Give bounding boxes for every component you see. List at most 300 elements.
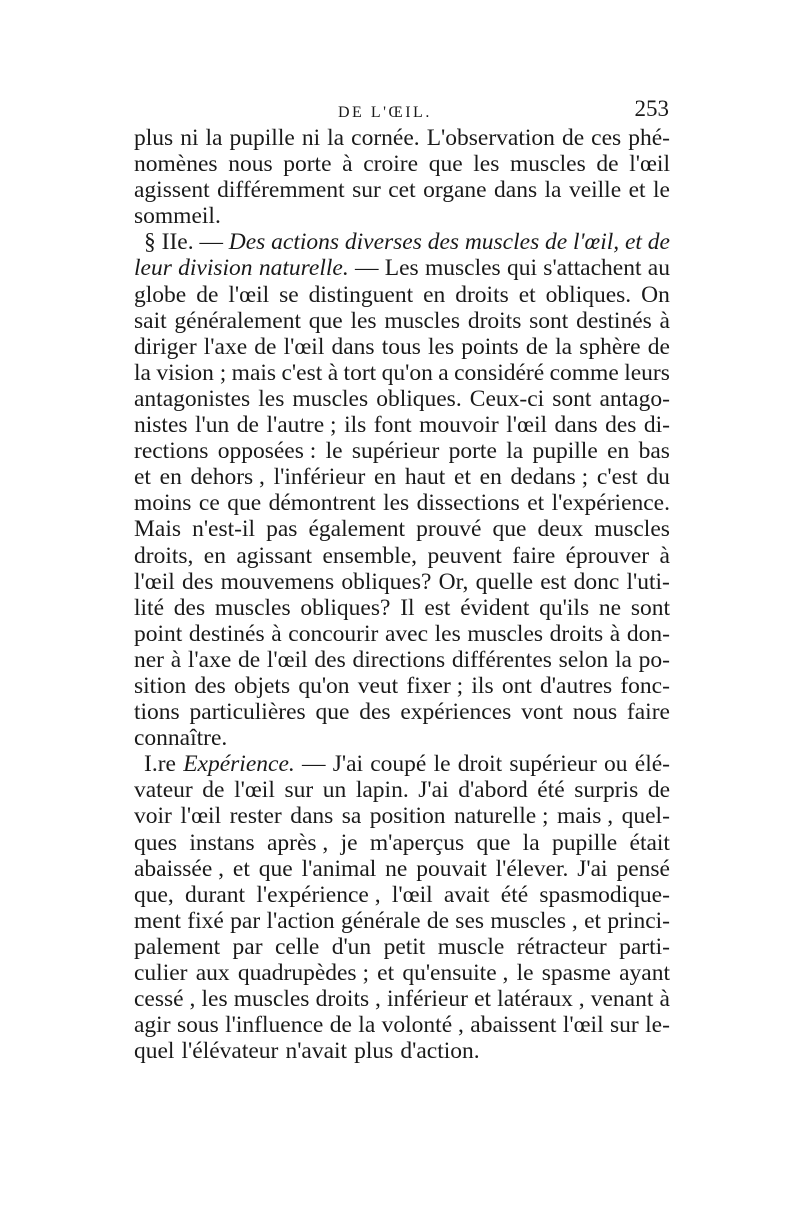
word: pas xyxy=(266,516,298,543)
word: dissections xyxy=(416,490,520,517)
word: éprouver xyxy=(565,542,650,569)
word: parti- xyxy=(619,933,670,960)
word: abaissent xyxy=(470,1012,557,1039)
word: je xyxy=(340,829,358,856)
word: à xyxy=(170,646,182,673)
word: et xyxy=(232,855,250,882)
text-line xyxy=(134,777,670,803)
word: le xyxy=(325,438,343,465)
word: démontrent xyxy=(268,490,376,517)
word: des xyxy=(427,229,460,256)
word: § IIe. — xyxy=(144,229,223,256)
word: latéraux , xyxy=(497,986,585,1013)
word: celle xyxy=(274,933,320,960)
word: les xyxy=(473,151,500,178)
word: deux xyxy=(537,516,584,543)
text-line xyxy=(134,986,670,1012)
word: donc xyxy=(573,568,620,595)
word: dans xyxy=(494,177,538,204)
word: ment xyxy=(134,907,181,934)
word: tort xyxy=(343,359,377,386)
word: pupille xyxy=(229,125,295,151)
word: diriger xyxy=(134,333,197,360)
word: la xyxy=(544,177,562,204)
word: directions xyxy=(352,646,446,673)
word: particulières xyxy=(189,699,306,726)
word: voir xyxy=(134,803,172,830)
word: mais xyxy=(231,359,277,386)
word: quadrupèdes ; xyxy=(237,960,369,986)
word: lapin. xyxy=(355,777,409,804)
word: de xyxy=(202,777,225,804)
word: qu'on xyxy=(298,672,350,699)
word: qui xyxy=(506,255,538,282)
word: opposées : xyxy=(217,438,317,465)
word: droits , xyxy=(315,986,381,1013)
word: l'œil xyxy=(228,281,270,308)
word: à xyxy=(659,986,670,1013)
word: venant xyxy=(590,986,654,1013)
word: en xyxy=(203,542,226,569)
word: surpris xyxy=(574,777,639,804)
word: ses xyxy=(455,907,485,934)
word: à xyxy=(609,620,621,647)
word: l'élever. xyxy=(495,855,569,882)
text-line xyxy=(134,725,670,751)
word: muscles xyxy=(233,986,310,1013)
word: vision ; xyxy=(156,359,227,386)
word: c'est xyxy=(596,464,638,491)
word: des xyxy=(359,699,391,726)
text-line xyxy=(134,543,670,569)
word: muscles xyxy=(292,385,369,412)
word: destinés xyxy=(188,620,265,647)
word: et xyxy=(377,960,395,986)
word: différentes xyxy=(451,646,552,673)
word: la xyxy=(358,1012,376,1039)
word: fonc- xyxy=(620,672,670,699)
word: durant xyxy=(185,881,246,908)
word: que xyxy=(258,855,293,882)
word: la xyxy=(506,438,524,465)
word: muscles xyxy=(464,229,540,256)
word: spasme xyxy=(541,960,611,986)
word: l'axe xyxy=(187,646,232,673)
word: Les xyxy=(384,255,419,282)
word: ne xyxy=(385,855,408,882)
text-line xyxy=(134,203,670,229)
text-line xyxy=(134,1038,670,1064)
word: en xyxy=(607,438,630,465)
word: de xyxy=(647,777,670,804)
word: agissent xyxy=(134,177,210,204)
word: antago- xyxy=(599,385,670,412)
word: que, xyxy=(134,881,174,908)
word: dehors , xyxy=(190,464,265,491)
word: après , xyxy=(266,829,329,856)
word: considéré xyxy=(454,359,545,386)
word: ques xyxy=(134,829,178,856)
word: veille xyxy=(568,177,622,204)
word: agissant xyxy=(236,542,313,569)
word: généralement xyxy=(174,307,301,334)
word: phé- xyxy=(628,125,670,151)
word: J'ai xyxy=(577,855,608,882)
text-line xyxy=(134,255,670,281)
word: c'est xyxy=(281,359,323,386)
word: quelle xyxy=(475,568,534,595)
word: comme xyxy=(549,359,619,386)
word: la xyxy=(614,646,632,673)
word: po- xyxy=(638,646,670,673)
word: font xyxy=(373,412,412,439)
word: Mais xyxy=(134,516,181,543)
word: sont xyxy=(529,307,569,334)
word: a xyxy=(438,359,449,386)
word: aux xyxy=(195,960,230,986)
word: avec xyxy=(384,620,428,647)
word: avait xyxy=(443,881,490,908)
word: agir xyxy=(134,1012,171,1039)
word: — xyxy=(301,751,326,778)
text-line xyxy=(134,882,670,908)
text-line xyxy=(134,856,670,882)
word: lité xyxy=(134,594,165,621)
word: rester xyxy=(229,803,282,830)
text-line xyxy=(134,569,670,595)
word: cet xyxy=(388,177,416,204)
text-line xyxy=(134,386,670,412)
word: le xyxy=(433,751,451,778)
body-text xyxy=(134,125,670,1064)
word: diverses xyxy=(344,229,422,256)
word: sont xyxy=(552,385,592,412)
word: l'œil xyxy=(629,151,670,178)
word: spasmodique- xyxy=(539,881,670,908)
word: les xyxy=(201,986,228,1013)
word: l'œil xyxy=(266,646,308,673)
word: des xyxy=(182,568,214,595)
text-line xyxy=(134,125,670,151)
word: nous xyxy=(572,699,618,726)
word: objets xyxy=(233,672,291,699)
word: Or, xyxy=(438,568,469,595)
word: m'aperçus xyxy=(369,829,465,856)
word: petit xyxy=(383,933,426,960)
word: muscles xyxy=(384,307,461,334)
word: l'œil, xyxy=(573,229,620,256)
word: On xyxy=(641,281,670,308)
word: muscles xyxy=(594,516,670,543)
word: le xyxy=(652,177,670,204)
word: la xyxy=(555,333,573,360)
word: croire xyxy=(363,151,419,178)
word: rections xyxy=(134,438,209,465)
text-line xyxy=(134,438,670,464)
word: qu'on xyxy=(381,359,433,386)
word: de xyxy=(236,412,259,439)
word: la xyxy=(205,125,223,151)
word: en xyxy=(373,464,397,491)
word: ils xyxy=(471,672,494,699)
word: que xyxy=(428,151,463,178)
text-line xyxy=(134,282,670,308)
word: de xyxy=(254,333,277,360)
text-line xyxy=(134,516,670,542)
word: l'œil xyxy=(234,777,275,804)
text-line xyxy=(134,177,670,203)
word: de xyxy=(525,333,549,360)
word: d'abord xyxy=(458,777,528,804)
word: expériences xyxy=(400,699,512,726)
word: Ceux-ci xyxy=(469,385,545,412)
word: inférieur xyxy=(387,986,468,1013)
word: est xyxy=(540,568,567,595)
word: l'œil xyxy=(134,568,175,595)
word: abaissée , xyxy=(134,855,225,882)
word: n'avait xyxy=(285,1038,348,1065)
word: de xyxy=(426,907,449,934)
word: naturelle ; xyxy=(453,803,549,830)
word: mouvemens xyxy=(220,568,335,595)
word: de xyxy=(196,281,219,308)
text-line xyxy=(134,490,670,516)
word: qu'ils xyxy=(539,594,590,621)
word: et xyxy=(628,177,646,204)
text-line xyxy=(134,151,670,177)
word: des xyxy=(173,594,206,621)
word: tions xyxy=(134,699,180,726)
word: palement xyxy=(134,933,221,960)
word: dans xyxy=(554,412,598,439)
word: l'œil xyxy=(391,881,433,908)
word: l'axe xyxy=(203,333,248,360)
word: selon xyxy=(558,646,609,673)
word: fixer ; xyxy=(406,672,464,699)
word: l'influence xyxy=(225,1012,324,1039)
word: porte xyxy=(448,438,497,465)
word: antagonistes xyxy=(134,385,251,412)
word: coupé xyxy=(370,751,427,778)
word: l'autre ; xyxy=(266,412,337,439)
word: n'est-il xyxy=(192,516,256,543)
word: en xyxy=(159,464,182,491)
word: cessé , xyxy=(134,986,196,1013)
word: ils xyxy=(344,412,367,439)
word: Des actions xyxy=(228,229,340,256)
word: la xyxy=(522,829,540,856)
word: obliques. xyxy=(545,281,632,308)
word: faire xyxy=(626,699,670,726)
word: droits xyxy=(467,307,522,334)
word: Il xyxy=(400,594,415,621)
word: différemment xyxy=(217,177,345,204)
word: point xyxy=(134,620,183,647)
word: tous xyxy=(381,333,421,360)
word: que xyxy=(308,307,343,334)
text-line xyxy=(134,334,670,360)
word: quel- xyxy=(621,803,670,830)
word: et xyxy=(518,281,536,308)
text-line xyxy=(134,464,670,490)
word: ou xyxy=(604,751,628,778)
word: d'autres xyxy=(540,672,613,699)
word: supérieur xyxy=(509,751,597,778)
word: l'action xyxy=(266,907,335,934)
word: ensemble, xyxy=(322,542,418,569)
word: la xyxy=(327,125,345,151)
word: Expérience. xyxy=(183,751,295,778)
word: les xyxy=(258,385,285,412)
word: plus xyxy=(354,1038,394,1065)
word: droit xyxy=(457,751,503,778)
word: le xyxy=(516,960,534,986)
word: muscles xyxy=(510,151,586,178)
word: destinés xyxy=(576,307,652,334)
word: volonté , xyxy=(381,1012,464,1039)
word: l'uti- xyxy=(626,568,670,595)
word: position xyxy=(369,803,446,830)
word: ne xyxy=(598,594,622,621)
text-line xyxy=(134,960,670,986)
word: qu'ensuite , xyxy=(402,960,509,986)
word: muscles xyxy=(214,594,291,621)
word: sommeil. xyxy=(134,203,221,230)
word: supérieur xyxy=(351,438,440,465)
word: de xyxy=(647,229,670,256)
word: que xyxy=(476,829,511,856)
word: élé- xyxy=(634,751,670,778)
word: et xyxy=(134,464,151,491)
word: l'expérience , xyxy=(256,881,381,908)
word: globe xyxy=(134,281,187,308)
word: été xyxy=(500,881,529,908)
word: du xyxy=(646,464,670,491)
word: connaître. xyxy=(134,725,228,752)
word: dans xyxy=(331,333,375,360)
word: L'observation xyxy=(426,125,555,151)
word: de xyxy=(647,333,670,360)
word: peuvent xyxy=(427,542,502,569)
word: s'attachent xyxy=(543,255,642,282)
word: obliques? xyxy=(300,594,391,621)
word: que xyxy=(227,490,262,517)
word: droits, xyxy=(134,542,194,569)
text-line xyxy=(134,673,670,699)
word: muscle xyxy=(437,933,505,960)
word: sphère xyxy=(579,333,641,360)
word: nistes xyxy=(134,412,188,439)
word: les xyxy=(434,620,461,647)
word: droits xyxy=(549,620,604,647)
word: leur xyxy=(134,255,172,282)
word: était xyxy=(629,829,670,856)
word: de xyxy=(237,646,261,673)
word: — xyxy=(354,255,379,282)
word: distinguent xyxy=(308,281,414,308)
word: sur xyxy=(284,777,314,804)
word: mouvoir xyxy=(419,412,499,439)
word: et xyxy=(624,229,642,256)
word: des xyxy=(314,646,346,673)
word: culier xyxy=(134,960,188,986)
word: J'ai xyxy=(418,777,449,804)
word: haut xyxy=(404,464,446,491)
word: par xyxy=(230,907,261,934)
word: plus xyxy=(134,125,174,151)
word: à xyxy=(659,307,670,334)
word: des xyxy=(605,412,637,439)
text-line xyxy=(134,360,670,386)
word: quel xyxy=(134,1038,175,1065)
word: en xyxy=(423,281,446,308)
text-line xyxy=(134,621,670,647)
word: de xyxy=(329,1012,352,1039)
word: l'œil xyxy=(562,1012,604,1039)
word: bas xyxy=(638,438,670,465)
word: ni xyxy=(301,125,321,151)
word: ce xyxy=(198,490,220,517)
word: est xyxy=(424,594,451,621)
word: que xyxy=(315,699,350,726)
word: veut xyxy=(357,672,399,699)
word: l'inférieur xyxy=(273,464,366,491)
word: naturelle. xyxy=(258,255,349,282)
word: la xyxy=(134,359,151,386)
word: de xyxy=(596,151,619,178)
word: ni xyxy=(180,125,199,151)
word: points xyxy=(461,333,519,360)
word: dedans ; xyxy=(510,464,589,491)
word: d'un xyxy=(331,933,372,960)
word: un xyxy=(322,777,347,804)
word: les xyxy=(428,333,455,360)
text-line xyxy=(134,229,670,255)
word: l'œil xyxy=(506,412,548,439)
word: l'animal xyxy=(301,855,377,882)
word: l'élévateur xyxy=(181,1038,279,1065)
word: I.re xyxy=(144,751,176,778)
page-number: 253 xyxy=(634,96,669,121)
word: les xyxy=(383,490,410,517)
word: par xyxy=(232,933,263,960)
word: ces xyxy=(591,125,622,151)
word: leurs xyxy=(624,359,670,386)
text-line xyxy=(134,1012,670,1038)
word: et xyxy=(584,907,602,934)
word: des xyxy=(194,672,226,699)
word: générale xyxy=(340,907,421,934)
text-line xyxy=(134,803,670,829)
word: vont xyxy=(521,699,563,726)
text-line xyxy=(134,830,670,856)
word: que xyxy=(492,516,527,543)
word: division xyxy=(178,255,253,282)
text-line xyxy=(134,908,670,934)
word: faire xyxy=(512,542,556,569)
text-line xyxy=(134,647,670,673)
word: J'ai xyxy=(332,751,364,778)
text-line xyxy=(134,595,670,621)
word: évident xyxy=(460,594,530,621)
word: concourir xyxy=(288,620,379,647)
word: sont xyxy=(630,594,670,621)
word: ner xyxy=(134,646,165,673)
word: à xyxy=(342,151,353,178)
word: fixé xyxy=(187,907,224,934)
word: à xyxy=(659,542,670,569)
word: dans xyxy=(290,803,334,830)
